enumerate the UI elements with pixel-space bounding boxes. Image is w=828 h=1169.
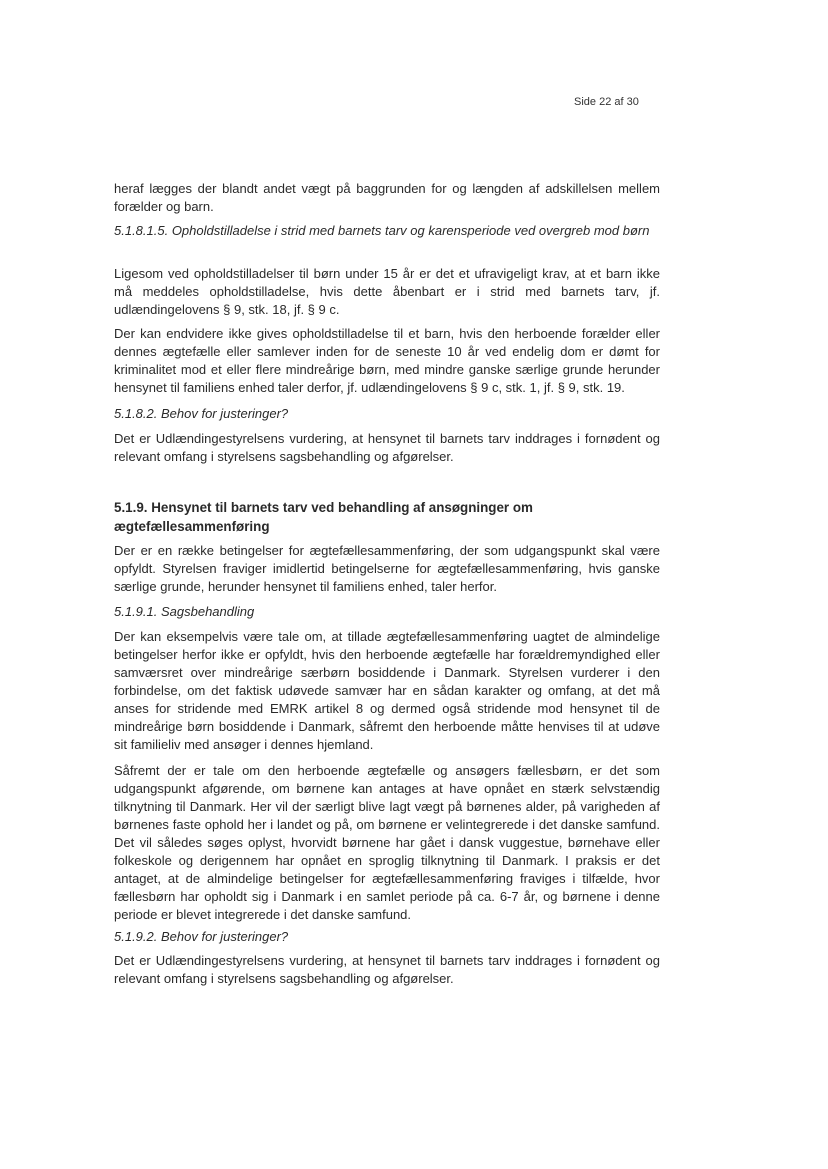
- subsection-heading: 5.1.8.1.5. Opholdstilladelse i strid med barnets tarv og karensperiode ved overgreb mod børn: [114, 223, 650, 238]
- paragraph: heraf lægges der blandt andet vægt på baggrunden for og længden af adskillelsen mellem forælder og barn.: [114, 181, 660, 214]
- paragraph: Det er Udlændingestyrelsens vurdering, at hensynet til barnets tarv inddrages i fornødent og relevant omfang i styrelsens sagsbehandling og afgørelser.: [114, 431, 660, 464]
- section-heading: 5.1.9. Hensynet til barnets tarv ved behandling af ansøgninger om ægtefællesammenføring: [114, 500, 533, 534]
- paragraph: Såfremt der er tale om den herboende ægtefælle og ansøgers fællesbørn, er det som udgangspunkt afgørende, om børnene kan antages at have opnået en stærk selvstændig tilknytning til Danmark. Her vil der særligt blive lagt vægt på børnenes alder, på varigheden af børnenes faste ophold her i landet og på, om børnene er velintegrerede i det danske samfund. Det vil således søges oplyst, hvorvidt børnene har gået i dansk vuggestue, børnehave eller folkeskole og derigennem har opnået en sproglig tilknytning til Danmark. I praksis er det antaget, at de almindelige betingelser for ægtefællesammenføring fraviges i tilfælde, hvor fællesbørn har opholdt sig i Danmark i en samlet periode på ca. 6-7 år, og børnene i denne periode er blevet integrerede i det danske samfund.: [114, 763, 660, 922]
- page-number: Side 22 af 30: [574, 96, 639, 108]
- paragraph: Der er en række betingelser for ægtefællesammenføring, der som udgangspunkt skal være opfyldt. Styrelsen fraviger imidlertid betingelserne for ægtefællesammenføring, hvis ganske særlige grunde, herunder hensynet til familiens enhed, taler herfor.: [114, 543, 660, 594]
- paragraph: Der kan endvidere ikke gives opholdstilladelse til et barn, hvis den herboende forælder eller dennes ægtefælle eller samlever inden for de seneste 10 år ved endelig dom er dømt for kriminalitet mod et eller flere mindreårige børn, med mindre ganske særlige grunde herunder hensynet til familiens enhed taler derfor, jf. udlændingelovens § 9 c, stk. 1, jf. § 9, stk. 19.: [114, 326, 660, 395]
- subsection-heading: 5.1.9.2. Behov for justeringer?: [114, 929, 289, 944]
- paragraph: Det er Udlændingestyrelsens vurdering, at hensynet til barnets tarv inddrages i fornødent og relevant omfang i styrelsens sagsbehandling og afgørelser.: [114, 953, 660, 986]
- paragraph: Der kan eksempelvis være tale om, at tillade ægtefællesammenføring uagtet de almindelige betingelser herfor ikke er opfyldt, hvis den herboende ægtefælle har forældremyndighed eller samværsret over mindreårige særbørn bosiddende i Danmark. Styrelsen vurderer i den forbindelse, om det faktisk udøvede samvær har en sådan karakter og omfang, at det må anses for stridende med EMRK artikel 8 og dermed også stridende mod hensynet til de mindreårige børn bosiddende i Danmark, såfremt den herboende måtte henvises til at udøve sit familieliv med ansøger i dennes hjemland.: [114, 629, 660, 752]
- paragraph: Ligesom ved opholdstilladelser til børn under 15 år er det et ufravigeligt krav, at et barn ikke må meddeles opholdstilladelse, hvis dette åbenbart er i strid med barnets tarv, jf. udlændingelovens § 9, stk. 18, jf. § 9 c.: [114, 266, 660, 317]
- subsection-heading: 5.1.8.2. Behov for justeringer?: [114, 406, 289, 421]
- subsection-heading: 5.1.9.1. Sagsbehandling: [114, 604, 255, 619]
